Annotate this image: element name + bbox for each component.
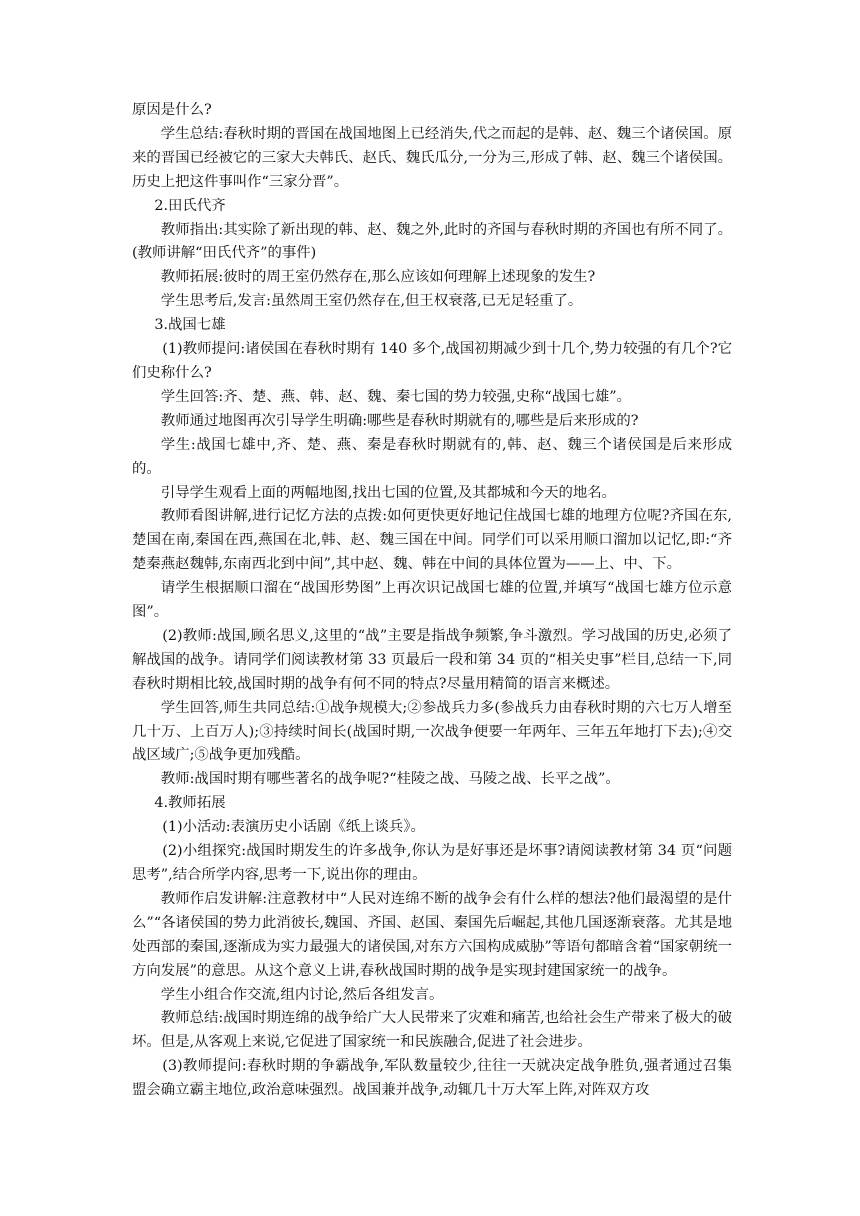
- paragraph-teacher-map-guidance: 教师通过地图再次引导学生明确:哪些是春秋时期就有的,哪些是后来形成的?: [160, 412, 639, 429]
- document-page: [132, 99, 732, 1103]
- paragraph-teacher-extension: 教师拓展:彼时的周王室仍然存在,那么应该如何理解上述现象的发生?: [160, 269, 596, 286]
- paragraph-teacher-asks-1: (1)教师提问:诸侯国在春秋时期有 140 多个,战国初期减少到十几个,势力较强的有几个?它们史称什么?: [132, 341, 732, 381]
- paragraph-student-thinks: 学生思考后,发言:虽然周王室仍然存在,但王权衰落,已无足轻重了。: [160, 293, 583, 310]
- paragraph-small-activity: (1)小活动:表演历史小话剧《纸上谈兵》。: [162, 819, 425, 836]
- section-heading-seven-powers: 3.战国七雄: [154, 317, 226, 334]
- paragraph-famous-wars: 教师:战国时期有哪些著名的战争呢?“桂陵之战、马陵之战、长平之战”。: [160, 771, 620, 788]
- section-heading-tian-replaces-qi: 2.田氏代齐: [154, 197, 226, 214]
- paragraph-question-end: 原因是什么?: [132, 102, 212, 118]
- paragraph-teacher-warring-states: (2)教师:战国,顾名思义,这里的“战”主要是指战争频繁,争斗激烈。学习战国的历史,必须了解战国的战争。请同学们阅读教材第 33 页最后一段和第 34 页的“相关史事”栏目,总结一下,同春秋时期相比较,战国时期的战争有何不同的特点?尽量用精简的语言来概述。: [132, 627, 732, 692]
- paragraph-teacher-asks-3: (3)教师提问:春秋时期的争霸战争,军队数量较少,往往一天就决定战争胜负,强者通过召集盟会确立霸主地位,政治意味强烈。战国兼并战争,动辄几十万大军上阵,对阵双方攻: [132, 1058, 732, 1099]
- paragraph-group-discussion: 学生小组合作交流,组内讨论,然后各组发言。: [160, 986, 444, 1003]
- paragraph-teacher-enlightening: 教师作启发讲解:注意教材中“人民对连绵不断的战争会有什么样的想法?他们最渴望的是什么”“各诸侯国的势力此消彼长,魏国、齐国、赵国、秦国先后崛起,其他几国逐渐衰落。尤其是地处西部的秦国,逐渐成为实力最强大的诸侯国,对东方六国构成威胁”等语句都暗含着“国家朝统一方向发展”的意思。从这个意义上讲,春秋战国时期的战争是实现封建国家统一的战争。: [132, 890, 732, 979]
- paragraph-student-answers: 学生回答:齐、楚、燕、韩、赵、魏、秦七国的势力较强,史称“战国七雄”。: [160, 388, 632, 405]
- paragraph-fill-diagram: 请学生根据顺口溜在“战国形势图”上再次识记战国七雄的位置,并填写“战国七雄方位示意图”。: [132, 580, 732, 621]
- paragraph-teacher-points-out: 教师指出:其实除了新出现的韩、赵、魏之外,此时的齐国与春秋时期的齐国也有所不同了。(教师讲解“田氏代齐”的事件): [132, 221, 732, 262]
- paragraph-student-summary-jin: 学生总结:春秋时期的晋国在战国地图上已经消失,代之而起的是韩、赵、魏三个诸侯国。原来的晋国已经被它的三家大夫韩氏、赵氏、魏氏瓜分,一分为三,形成了韩、赵、魏三个诸侯国。历史上把这件事叫作“三家分晋”。: [132, 125, 732, 190]
- paragraph-student-seven-powers: 学生:战国七雄中,齐、楚、燕、秦是春秋时期就有的,韩、赵、魏三个诸侯国是后来形成的。: [132, 436, 732, 477]
- paragraph-teacher-summary: 教师总结:战国时期连绵的战争给广大人民带来了灾难和痛苦,也给社会生产带来了极大的破坏。但是,从客观上来说,它促进了国家统一和民族融合,促进了社会进步。: [132, 1010, 732, 1051]
- paragraph-group-inquiry: (2)小组探究:战国时期发生的许多战争,你认为是好事还是坏事?请阅读教材第 34 页“问题思考”,结合所学内容,思考一下,说出你的理由。: [132, 843, 732, 883]
- paragraph-guide-students-maps: 引导学生观看上面的两幅地图,找出七国的位置,及其都城和今天的地名。: [160, 484, 617, 501]
- section-heading-teacher-extension: 4.教师拓展: [154, 795, 226, 812]
- paragraph-teacher-memory-method: 教师看图讲解,进行记忆方法的点拨:如何更快更好地记住战国七雄的地理方位呢?齐国在东,楚国在南,秦国在西,燕国在北,韩、赵、魏三国在中间。同学们可以采用顺口溜加以记忆,即:“齐楚秦燕赵魏韩,东南西北到中间”,其中赵、魏、韩在中间的具体位置为——上、中、下。: [132, 508, 732, 573]
- paragraph-student-war-features: 学生回答,师生共同总结:①战争规模大;②参战兵力多(参战兵力由春秋时期的六七万人增至几十万、上百万人);③持续时间长(战国时期,一次战争便要一年两年、三年五年地打下去);④交战区域广;⑤战争更加残酷。: [132, 699, 732, 764]
